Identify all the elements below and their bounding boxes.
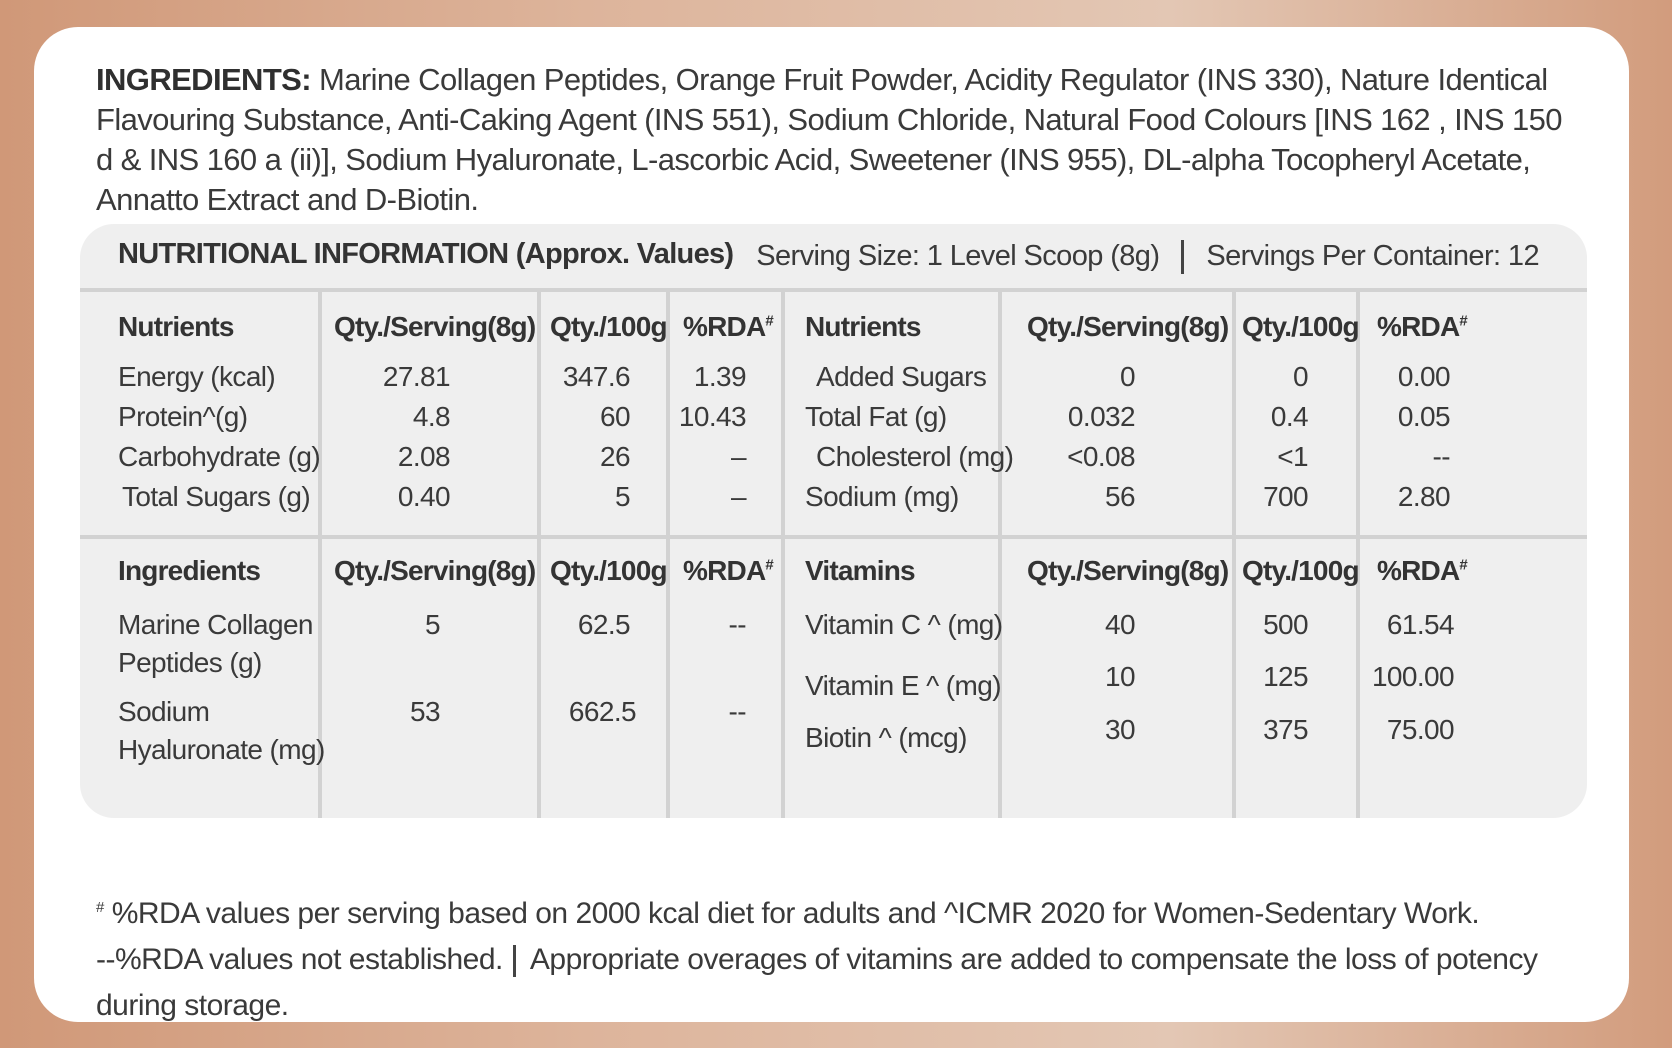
rda-mark: # bbox=[1459, 556, 1467, 574]
rda-mark: # bbox=[1459, 312, 1467, 330]
rda-mark: # bbox=[765, 556, 773, 574]
qty-serving-value: 0.40 bbox=[397, 481, 450, 512]
qty-100g-value: 26 bbox=[600, 441, 630, 472]
column-divider bbox=[998, 292, 1002, 818]
header-rda bbox=[1377, 311, 1467, 343]
rda-mark: # bbox=[765, 312, 773, 330]
qty-100g-value: 700 bbox=[1263, 481, 1308, 512]
rda-value: 1.39 bbox=[693, 361, 746, 392]
ingredient-name: Peptides (g) bbox=[118, 647, 262, 678]
header-qty-serving: Qty./Serving(8g) bbox=[1027, 311, 1229, 342]
rda-text: %RDA bbox=[683, 555, 766, 586]
qty-serving-value: 4.8 bbox=[412, 401, 450, 432]
ingredients-paragraph bbox=[96, 60, 1576, 220]
nutrient-name: Carbohydrate (g) bbox=[118, 441, 321, 472]
nutrient-name: Protein^(g) bbox=[118, 401, 248, 432]
serving-size: Serving Size: 1 Level Scoop (8g) bbox=[756, 240, 1160, 272]
qty-serving-value: 53 bbox=[410, 696, 440, 727]
header-vitamins: Vitamins bbox=[805, 555, 915, 586]
vitamin-name: Biotin ^ (mcg) bbox=[805, 722, 967, 753]
divider bbox=[1181, 240, 1184, 274]
ingredient-name: Hyaluronate (mg) bbox=[118, 734, 325, 765]
header-rda bbox=[683, 311, 773, 343]
qty-100g-value: 662.5 bbox=[568, 696, 636, 727]
qty-100g-value: 62.5 bbox=[577, 609, 630, 640]
qty-serving-value: 0 bbox=[1120, 361, 1135, 392]
footnotes bbox=[96, 885, 1576, 1029]
header-ingredients: Ingredients bbox=[118, 555, 261, 586]
rda-value: -- bbox=[728, 696, 746, 727]
servings-per-container: Servings Per Container: 12 bbox=[1206, 240, 1539, 272]
rda-value: -- bbox=[1432, 441, 1450, 472]
footnote-rda-basis bbox=[96, 885, 1576, 937]
rda-value: 61.54 bbox=[1386, 609, 1454, 640]
table-rule-top bbox=[80, 288, 1587, 292]
qty-100g-value: 375 bbox=[1263, 714, 1308, 745]
label-card bbox=[34, 27, 1629, 1022]
table-rule-middle bbox=[80, 535, 1587, 539]
qty-serving-value: 2.08 bbox=[397, 441, 450, 472]
qty-serving-value: 5 bbox=[425, 609, 440, 640]
rda-text: %RDA bbox=[1377, 311, 1460, 342]
qty-100g-value: 125 bbox=[1263, 661, 1308, 692]
rda-value: -- bbox=[728, 609, 746, 640]
ingredient-name: Marine Collagen bbox=[118, 609, 313, 640]
footnote-overages bbox=[96, 937, 1576, 1029]
nutrient-name: Total Sugars (g) bbox=[122, 481, 311, 512]
qty-serving-value: 56 bbox=[1105, 481, 1135, 512]
nutrient-name: Energy (kcal) bbox=[118, 361, 276, 392]
header-rda bbox=[683, 555, 773, 587]
qty-serving-value: 30 bbox=[1105, 714, 1135, 745]
rda-value: 75.00 bbox=[1386, 714, 1454, 745]
qty-serving-value: 10 bbox=[1105, 661, 1135, 692]
rda-value: – bbox=[731, 481, 746, 512]
column-divider bbox=[781, 292, 785, 818]
footnote-text: %RDA values per serving based on 2000 kcal diet for adults and ^ICMR 2020 for Women-Sedentary Work. bbox=[111, 897, 1480, 930]
header-nutrients: Nutrients bbox=[805, 311, 921, 342]
divider bbox=[513, 945, 516, 977]
qty-100g-value: 60 bbox=[600, 401, 630, 432]
header-qty-serving: Qty./Serving(8g) bbox=[334, 555, 536, 586]
footnote-mark: # bbox=[96, 899, 104, 916]
nutrition-panel bbox=[80, 224, 1587, 818]
header-qty-serving: Qty./Serving(8g) bbox=[1027, 555, 1229, 586]
header-rda bbox=[1377, 555, 1467, 587]
rda-value: 0.00 bbox=[1397, 361, 1450, 392]
ingredients-label: INGREDIENTS: bbox=[96, 62, 311, 97]
qty-100g-value: 0.4 bbox=[1270, 401, 1308, 432]
nutrient-name: Added Sugars bbox=[816, 361, 987, 392]
serving-info bbox=[756, 240, 1539, 274]
qty-100g-value: 500 bbox=[1263, 609, 1308, 640]
rda-text: %RDA bbox=[683, 311, 766, 342]
vitamin-name: Vitamin E ^ (mg) bbox=[805, 670, 1001, 701]
rda-value: – bbox=[731, 441, 746, 472]
nutrient-name: Total Fat (g) bbox=[805, 401, 947, 432]
qty-serving-value: 0.032 bbox=[1067, 401, 1135, 432]
footnote-text: Appropriate overages of vitamins are added to compensate the loss of potency during storage. bbox=[96, 943, 1538, 1022]
vitamin-name: Vitamin C ^ (mg) bbox=[805, 609, 1003, 640]
nutrient-name: Cholesterol (mg) bbox=[816, 441, 1014, 472]
qty-100g-value: <1 bbox=[1277, 441, 1308, 472]
ingredients-text: Marine Collagen Peptides, Orange Fruit Powder, Acidity Regulator (INS 330), Nature Identical Flavouring Substance, Anti-Caking Agent (INS 551), Sodium Chloride, Natural Food Colours [INS 162 , INS 150 d & INS 160 a (ii)], Sodium Hyaluronate, L-ascorbic Acid, Sweetener (INS 955), DL-alpha Tocopheryl Acetate, Annatto Extract and D-Biotin. bbox=[96, 62, 1562, 217]
header-qty-100g: Qty./100g bbox=[550, 311, 667, 342]
header-nutrients: Nutrients bbox=[118, 311, 234, 342]
header-qty-serving: Qty./Serving(8g) bbox=[334, 311, 536, 342]
rda-value: 0.05 bbox=[1397, 401, 1450, 432]
qty-100g-value: 0 bbox=[1293, 361, 1308, 392]
header-qty-100g: Qty./100g bbox=[1242, 555, 1359, 586]
rda-value: 10.43 bbox=[678, 401, 746, 432]
rda-value: 2.80 bbox=[1397, 481, 1450, 512]
qty-serving-value: 40 bbox=[1105, 609, 1135, 640]
rda-value: 100.00 bbox=[1371, 661, 1454, 692]
qty-100g-value: 5 bbox=[615, 481, 630, 512]
column-divider bbox=[537, 292, 541, 818]
header-qty-100g: Qty./100g bbox=[1242, 311, 1359, 342]
column-divider bbox=[1232, 292, 1236, 818]
qty-serving-value: 27.81 bbox=[382, 361, 450, 392]
qty-serving-value: <0.08 bbox=[1067, 441, 1135, 472]
ingredient-name: Sodium bbox=[118, 696, 210, 727]
nutrient-name: Sodium (mg) bbox=[805, 481, 959, 512]
header-qty-100g: Qty./100g bbox=[550, 555, 667, 586]
footnote-text: --%RDA values not established. bbox=[96, 943, 503, 976]
rda-text: %RDA bbox=[1377, 555, 1460, 586]
nutrition-title: NUTRITIONAL INFORMATION (Approx. Values) bbox=[118, 238, 734, 270]
qty-100g-value: 347.6 bbox=[562, 361, 630, 392]
